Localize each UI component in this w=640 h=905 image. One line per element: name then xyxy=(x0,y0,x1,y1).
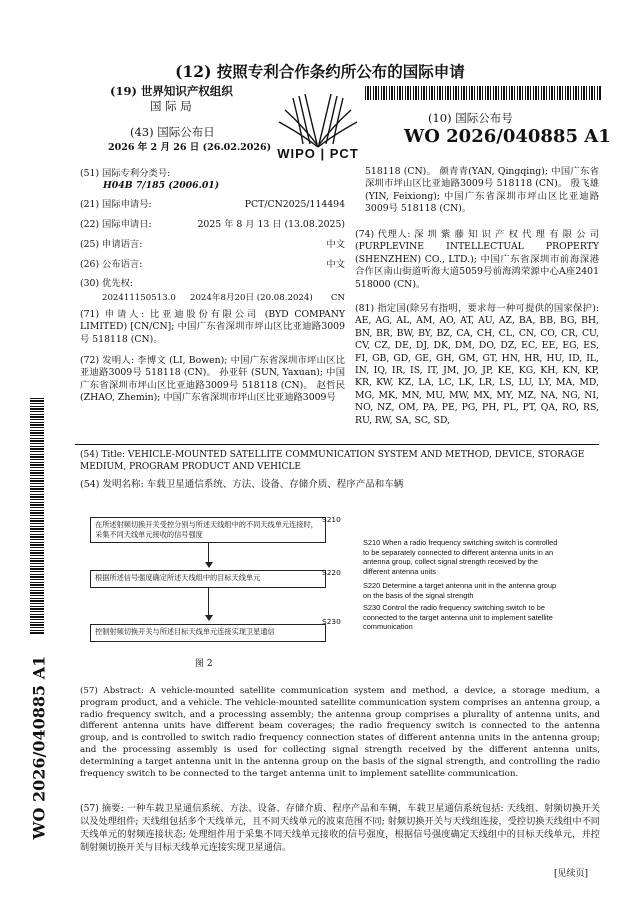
pub-lang-value: 中文 xyxy=(326,259,345,270)
step-label-s230: S230 xyxy=(322,617,341,626)
inventors-continued: 518118 (CN)。 颜青青(YAN, Qingqing); 中国广东省深圳市坪山区比亚迪路3009号 518118 (CN)。 殷飞雄 (YIN, Feixiong); 中国广东省深圳市坪山区比亚迪路3009号 518118 (CN)。 xyxy=(365,166,599,215)
wipo-logo xyxy=(263,92,373,162)
flow-box-s230: 控制射频切换开关与所述目标天线单元连接实现卫星通信 xyxy=(90,624,326,642)
step-label-s220: S220 xyxy=(322,568,341,577)
step-label-s210: S210 xyxy=(322,515,341,524)
document-title: (12) 按照专利合作条约所公布的国际申请 xyxy=(175,62,465,81)
pub-no-label: (10) 国际公布号 xyxy=(428,111,513,125)
wipo-pct-label: WIPO | PCT xyxy=(277,146,359,161)
pub-no: WO 2026/040885 A1 xyxy=(404,126,611,147)
title-zh: (54) 发明名称: 车载卫星通信系统、方法、设备、存储介质、程序产品和车辆 xyxy=(80,479,404,490)
flow-box-s220: 根据所述信号强度确定所述天线组中的目标天线单元 xyxy=(90,570,326,588)
title-en: (54) Title: VEHICLE-MOUNTED SATELLITE COMMUNICATION SYSTEM AND METHOD, DEVICE, STORAGE MEDIUM, PROGRAM PRODUCT AND VEHICLE xyxy=(80,450,585,473)
legend-s220: S220 Determine a target antenna unit in the antenna group on the basis of the signal strength xyxy=(363,581,557,600)
priority-label: (30) 优先权: xyxy=(80,278,134,289)
arrowhead-2-icon xyxy=(205,615,213,621)
side-pub-number: WO 2026/040885 A1 xyxy=(29,655,49,840)
designated-states: (81) 指定国(除另有指明，要求每一种可提供的国家保护): AE, AG, AL, AM, AO, AT, AU, AZ, BA, BB, BG, BH, BN, BR, BW, BY, BZ, CA, CH, CL, CN, CO, CR, CU, CV, CZ, DE, DJ, DK, DM, DO, DZ, EC, EE, EG, ES, FI, GB, GD, GE, GH, GM, GT, HN, HR, HU, ID, IL, IN, IQ, IR, IS, IT, JM, JO, JP, KE, KG, KH, KN, KP, KR, KW, KZ, LA, LC, LK, LR, LS, LU, LY, MA, MD, MG, MK, MN, MU, MW, MX, MY, MZ, NA, NG, NI, NO, NZ, OM, PA, PE, PG, PH, PL, PT, QA, RO, RS, RU, RW, SA, SC, SD, xyxy=(355,303,599,426)
application-no-row xyxy=(80,199,345,211)
legend-s210: S210 When a radio frequency switching switch is controlled to be separately connected to different antenna units in an antenna group, collect signal strength received by the different antenna units xyxy=(363,538,558,576)
applicant: (71) 申请人: 比亚迪股份有限公司 (BYD COMPANY LIMITED) [CN/CN]; 中国广东省深圳市坪山区比亚迪路3009号 518118 (CN)。 xyxy=(80,309,345,345)
priority-country: CN xyxy=(330,293,345,303)
continued-on-next-page: [见续页] xyxy=(554,869,589,879)
priority-date: 2024年8月20日 (20.08.2024) xyxy=(190,293,313,303)
section-divider xyxy=(75,444,599,445)
figure-caption: 图 2 xyxy=(195,659,213,669)
pub-date-label: (43) 国际公布日 xyxy=(130,125,215,139)
application-no-value: PCT/CN2025/114494 xyxy=(244,199,345,210)
filing-date-value: 2025 年 8 月 13 日 (13.08.2025) xyxy=(197,219,345,230)
agent: (74) 代理人: 深 圳 紫 藤 知 识 产 权 代 理 有 限 公 司 (PURPLEVINE INTELLECTUAL PROPERTY (SHENZHEN) CO., LTD.); 中国广东省深圳市前海深港合作区南山街道听海大道5059号前海鸿荣源中心A座2401 518000 (CN)。 xyxy=(355,229,599,290)
ipc-label: (51) 国际专利分类号: xyxy=(80,168,171,179)
priority-number: 202411150513.0 xyxy=(102,293,176,303)
abstract-en: (57) Abstract: A vehicle-mounted satellite communication system and method, a device, a storage medium, a program product, and a vehicle. The vehicle-mounted satellite communication system comprises an antenna group, a radio frequency switch, and a processing assembly; the antenna group comprises a plurality of antenna units, and different antenna units have different beam coverages; the radio frequency switch is connected to the antenna group, and is controlled to switch radio frequency connection states of different antenna units in the antenna group; and the processing assembly is used for collecting signal strength received by the different antenna units, determining a target antenna unit in the antenna group on the basis of the signal strength, and controlling the radio frequency switch to be connected to the target antenna unit to implement satellite communication. xyxy=(80,686,600,779)
arrowhead-1-icon xyxy=(205,562,213,568)
abstract-zh: (57) 摘要: 一种车载卫星通信系统、方法、设备、存储介质、程序产品和车辆，车载卫星通信系统包括: 天线组、射频切换开关以及处理组件; 天线组包括多个天线单元，且不同天线单元的波束范围不同; 射频切换开关与天线组连接，受控切换天线组中不同天线单元的射频连接状态; 处理组件用于采集不同天线单元接收的信号强度，根据信号强度确定天线组中的目标天线单元，并控制射频切换开关与目标天线单元连接实现卫星通信。 xyxy=(80,803,600,853)
filing-lang-label: (25) 申请语言: xyxy=(80,239,143,250)
filing-lang-value: 中文 xyxy=(326,239,345,250)
org-name: (19) 世界知识产权组织 xyxy=(110,84,233,98)
filing-lang-row xyxy=(80,239,345,251)
top-barcode xyxy=(365,86,601,100)
priority-row xyxy=(80,292,345,304)
inventors: (72) 发明人: 李博文 (LI, Bowen); 中国广东省深圳市坪山区比亚迪路3009号 518118 (CN)。 孙亚轩 (SUN, Yaxuan); 中国广东省深圳市坪山区比亚迪路3009号 518118 (CN)。 赵哲民(ZHAO, Zhemin); 中国广东省深圳市坪山区比亚迪路3009号 xyxy=(80,355,345,404)
side-barcode xyxy=(30,398,44,634)
figure xyxy=(80,505,600,685)
flow-box-s210: 在所述射频切换开关受控分别与所述天线组中的不同天线单元连接时，采集不同天线单元接收的信号强度 xyxy=(90,517,326,543)
filing-date-label: (22) 国际申请日: xyxy=(80,219,152,230)
filing-date-row xyxy=(80,219,345,231)
pub-lang-label: (26) 公布语言: xyxy=(80,259,143,270)
ipc-value: H04B 7/185 (2006.01) xyxy=(103,180,220,191)
wipo-emblem-icon xyxy=(263,92,373,150)
legend-s230: S230 Control the radio frequency switching switch to be connected to the target antenna unit to implement satellite communication xyxy=(363,603,553,632)
pub-lang-row xyxy=(80,259,345,271)
pub-date: 2026 年 2 月 26 日 (26.02.2026) xyxy=(108,142,272,153)
org-bureau: 国 际 局 xyxy=(150,99,192,113)
application-no-label: (21) 国际申请号: xyxy=(80,199,152,210)
